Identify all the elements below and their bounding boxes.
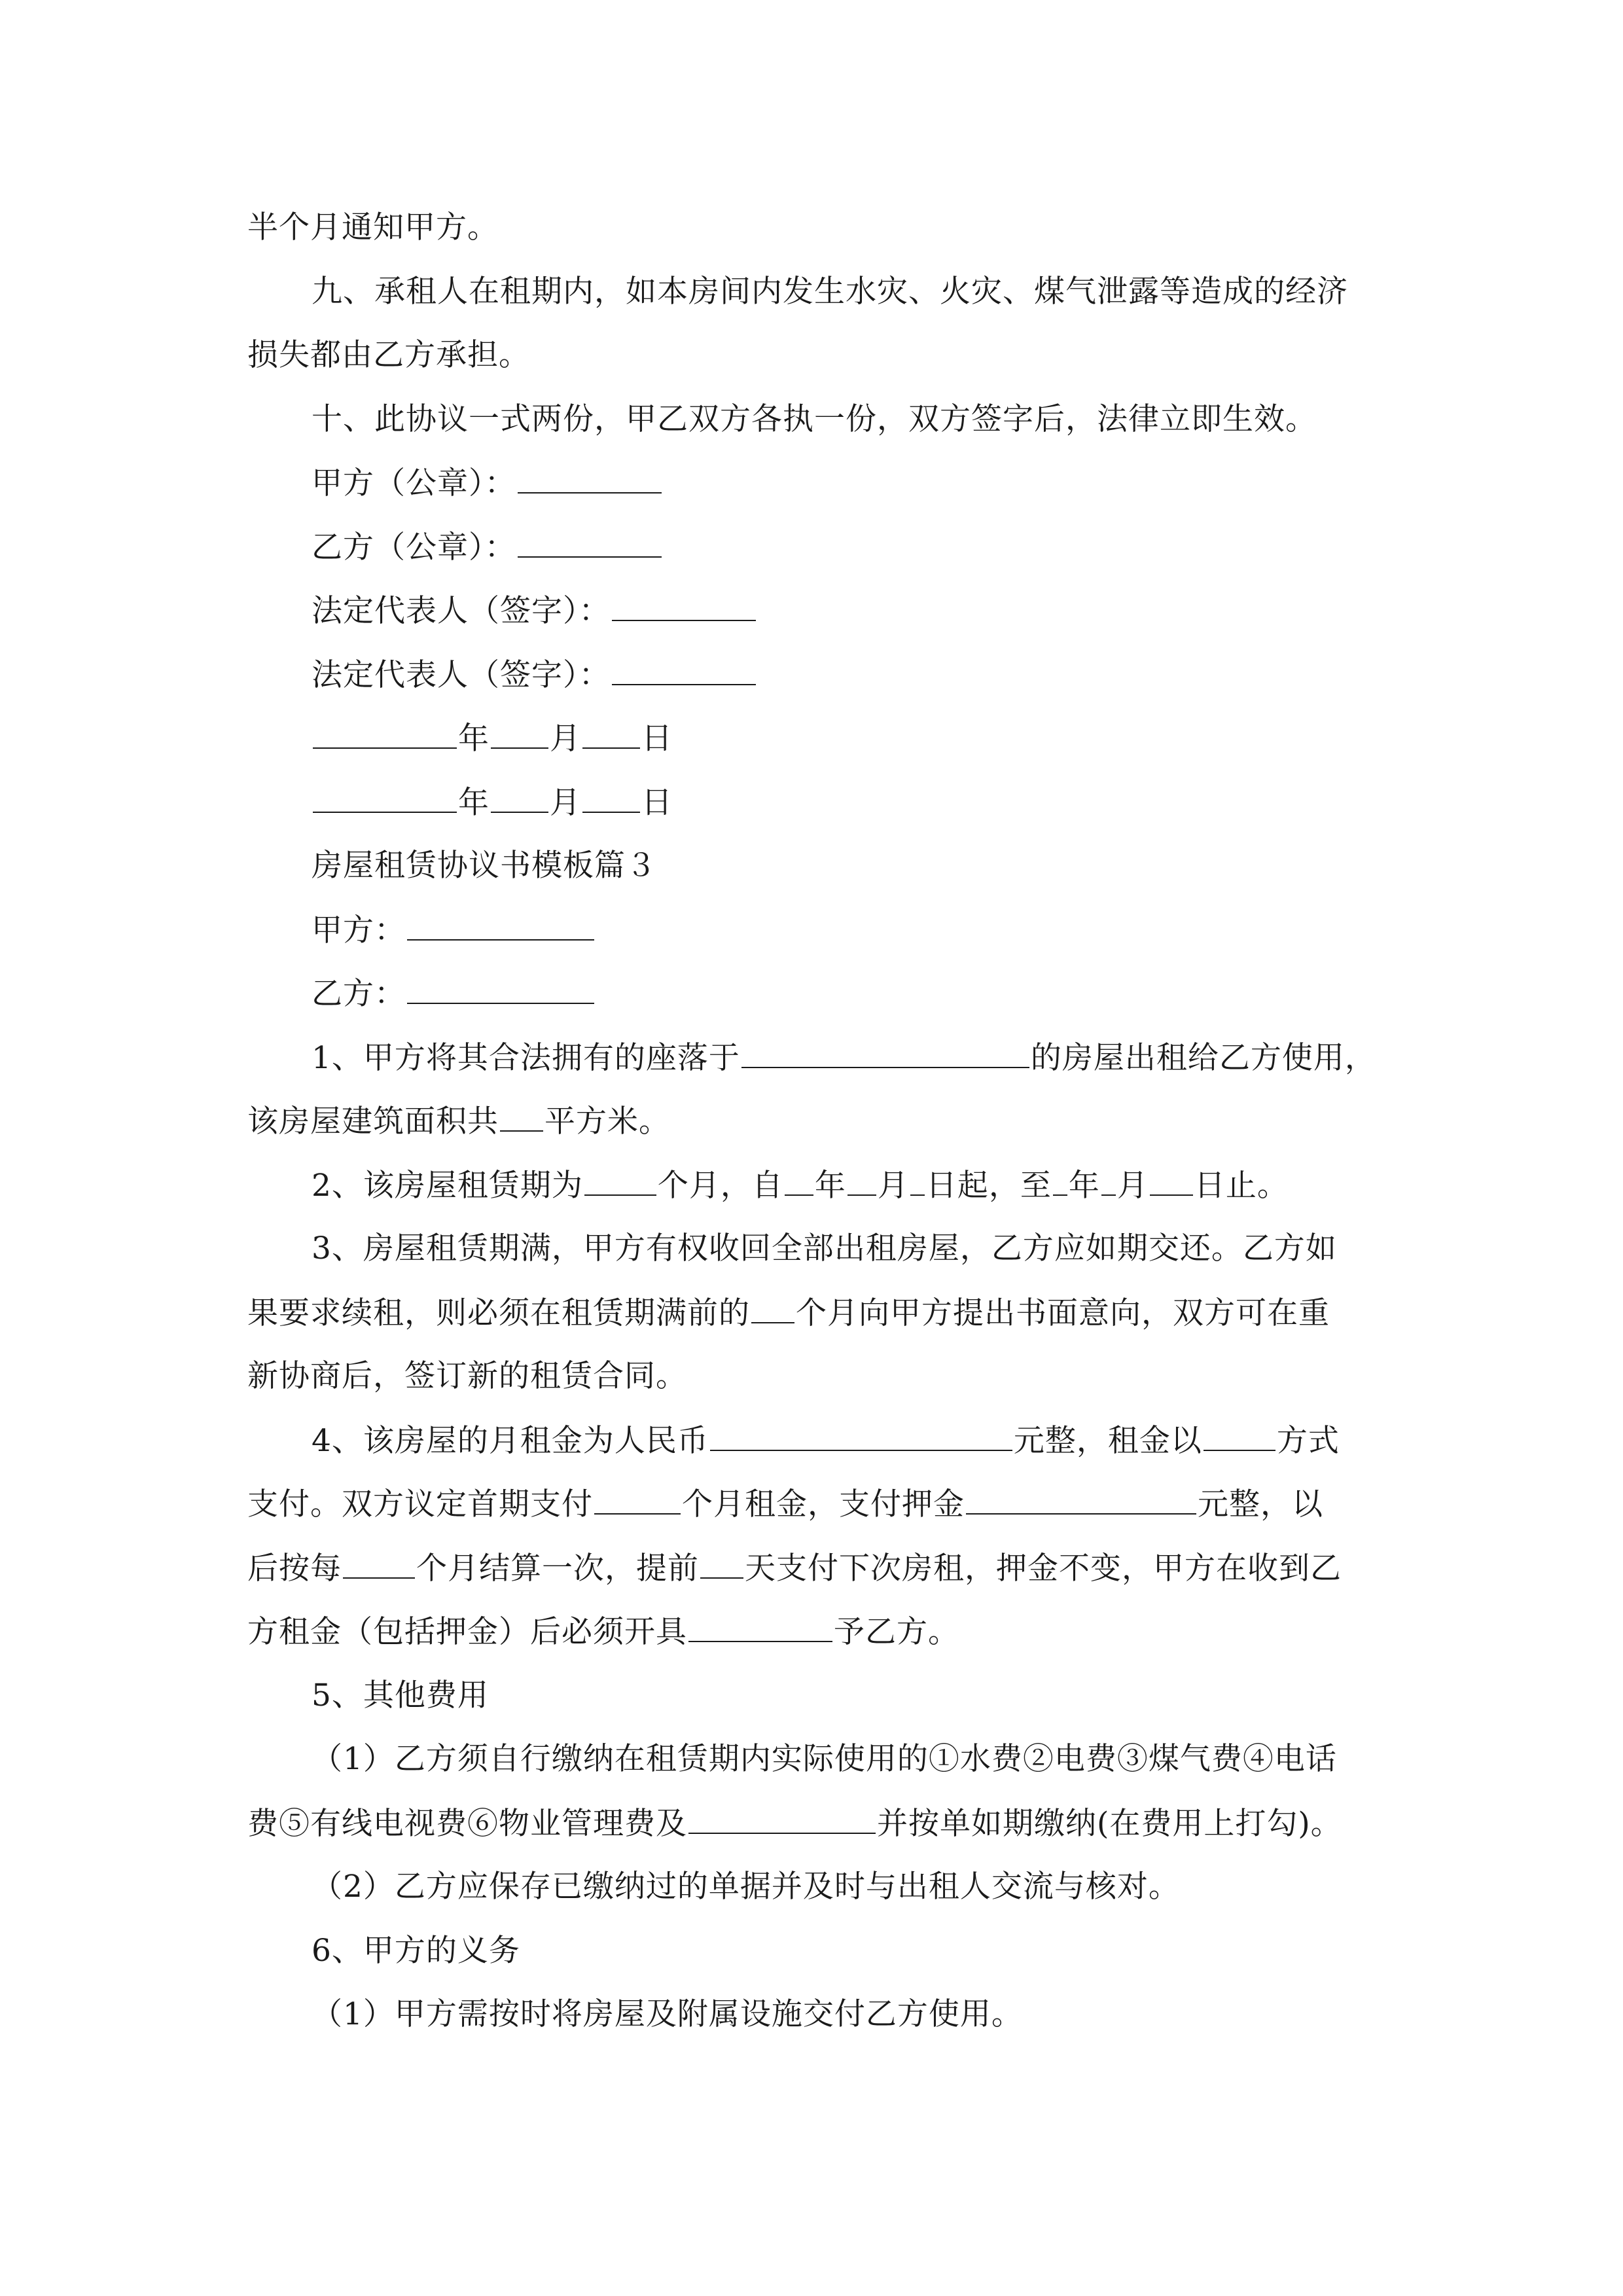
text-segment: 月 xyxy=(877,1168,909,1204)
text-line xyxy=(247,1293,1330,1333)
text-line xyxy=(312,528,663,567)
text-line xyxy=(312,591,757,631)
text-line xyxy=(312,1867,1180,1907)
text-line xyxy=(247,1804,1342,1844)
text-segment: 日 xyxy=(641,785,673,821)
text-segment: 新协商后，签订新的租赁合同。 xyxy=(247,1358,687,1394)
fill-in-blank[interactable] xyxy=(910,1166,925,1196)
fill-in-blank[interactable] xyxy=(1101,1166,1116,1196)
fill-in-blank[interactable] xyxy=(582,783,640,813)
text-segment: 半个月通知甲方。 xyxy=(247,209,499,245)
text-segment: 支付。双方议定首期支付 xyxy=(247,1486,593,1522)
text-segment: 九、承租人在租期内，如本房间内发生水灾、火灾、煤气泄露等造成的经济 xyxy=(312,274,1348,310)
fill-in-blank[interactable] xyxy=(847,1166,876,1196)
text-segment: 日止。 xyxy=(1194,1168,1289,1204)
text-segment: 并按单如期缴纳(在费用上打勾)。 xyxy=(877,1806,1342,1842)
fill-in-blank[interactable] xyxy=(491,783,548,813)
text-line xyxy=(312,1676,489,1715)
text-segment: 元整，租金以 xyxy=(1013,1423,1202,1459)
text-segment: （1）甲方需按时将房屋及附属设施交付乙方使用。 xyxy=(312,1996,1023,2032)
text-line xyxy=(247,1484,1323,1524)
text-segment: 的房屋出租给乙方使用， xyxy=(1030,1040,1376,1076)
text-line xyxy=(312,846,657,886)
text-segment: 乙方（公章）： xyxy=(312,529,516,565)
fill-in-blank[interactable] xyxy=(1204,1421,1275,1451)
text-segment: 损失都由乙方承担。 xyxy=(247,337,530,373)
text-segment: 法定代表人（签字）： xyxy=(312,593,611,629)
text-line xyxy=(312,1995,1023,2034)
text-segment: 甲方： xyxy=(312,912,406,948)
text-line xyxy=(312,783,673,823)
text-line xyxy=(312,272,1348,312)
text-line xyxy=(312,1931,520,1971)
fill-in-blank[interactable] xyxy=(343,1549,415,1579)
fill-in-blank[interactable] xyxy=(500,1102,543,1132)
text-segment: 年 xyxy=(458,785,490,821)
text-segment: 年 xyxy=(458,721,490,757)
text-segment: 月 xyxy=(550,785,581,821)
fill-in-blank[interactable] xyxy=(407,910,594,941)
fill-in-blank[interactable] xyxy=(1053,1166,1067,1196)
text-line xyxy=(247,1102,670,1141)
text-segment: 月 xyxy=(550,721,581,757)
fill-in-blank[interactable] xyxy=(594,1484,681,1515)
text-segment: 予乙方。 xyxy=(834,1614,959,1650)
text-line xyxy=(312,400,1317,439)
text-segment: （2）乙方应保存已缴纳过的单据并及时与出租人交流与核对。 xyxy=(312,1869,1180,1905)
text-segment: 4、该房屋的月租金为人民币 xyxy=(312,1423,709,1459)
text-line xyxy=(312,1038,1376,1078)
text-segment: 天支付下次房租，押金不变，甲方在收到乙 xyxy=(745,1551,1342,1587)
text-segment: 年 xyxy=(1068,1168,1100,1204)
text-line xyxy=(247,1357,687,1396)
text-segment: （1）乙方须自行缴纳在租赁期内实际使用的①水费②电费③煤气费④电话 xyxy=(312,1741,1337,1777)
text-segment: 该房屋建筑面积共 xyxy=(247,1103,499,1139)
fill-in-blank[interactable] xyxy=(491,719,548,749)
fill-in-blank[interactable] xyxy=(688,1612,832,1642)
text-segment: 果要求续租，则必须在租赁期满前的 xyxy=(247,1295,750,1331)
text-segment: 个月，自 xyxy=(657,1168,783,1204)
fill-in-blank[interactable] xyxy=(612,655,756,685)
text-line xyxy=(312,463,663,503)
fill-in-blank[interactable] xyxy=(710,1421,1012,1451)
text-line xyxy=(312,655,757,695)
fill-in-blank[interactable] xyxy=(785,1166,813,1196)
text-segment: 法定代表人（签字）： xyxy=(312,657,611,693)
text-segment: 平方米。 xyxy=(544,1103,670,1139)
text-segment: 1、甲方将其合法拥有的座落于 xyxy=(312,1040,740,1076)
fill-in-blank[interactable] xyxy=(582,719,640,749)
text-segment: 房屋租赁协议书模板篇３ xyxy=(312,848,657,884)
text-segment: 日 xyxy=(641,721,673,757)
text-segment: 个月租金，支付押金 xyxy=(682,1486,965,1522)
text-segment: 年 xyxy=(814,1168,846,1204)
text-line xyxy=(312,974,596,1014)
text-line xyxy=(312,1740,1337,1779)
text-line xyxy=(247,208,499,247)
text-segment: 5、其他费用 xyxy=(312,1677,489,1713)
fill-in-blank[interactable] xyxy=(688,1804,876,1834)
fill-in-blank[interactable] xyxy=(751,1293,794,1323)
text-segment: 乙方： xyxy=(312,976,406,1012)
text-segment: 后按每 xyxy=(247,1551,342,1587)
fill-in-blank[interactable] xyxy=(313,719,457,749)
fill-in-blank[interactable] xyxy=(584,1166,656,1196)
fill-in-blank[interactable] xyxy=(1150,1166,1193,1196)
text-line xyxy=(312,1229,1337,1268)
text-line xyxy=(247,1612,959,1652)
text-segment: 3、房屋租赁期满，甲方有权收回全部出租房屋，乙方应如期交还。乙方如 xyxy=(312,1230,1337,1266)
text-segment: 个月结算一次，提前 xyxy=(416,1551,699,1587)
text-line xyxy=(312,910,596,950)
fill-in-blank[interactable] xyxy=(966,1484,1196,1515)
text-line xyxy=(312,1421,1340,1461)
text-segment: 费⑤有线电视费⑥物业管理费及 xyxy=(247,1806,687,1842)
text-line xyxy=(312,1166,1289,1206)
fill-in-blank[interactable] xyxy=(407,974,594,1004)
text-line xyxy=(247,336,530,375)
text-segment: 6、甲方的义务 xyxy=(312,1933,520,1969)
text-segment: 月 xyxy=(1116,1168,1149,1204)
text-segment: 元整，以 xyxy=(1198,1486,1323,1522)
text-segment: 甲方（公章）： xyxy=(312,465,516,501)
text-line xyxy=(312,719,673,759)
text-line xyxy=(247,1549,1342,1588)
fill-in-blank[interactable] xyxy=(518,463,662,493)
fill-in-blank[interactable] xyxy=(518,528,662,558)
fill-in-blank[interactable] xyxy=(313,783,457,813)
fill-in-blank[interactable] xyxy=(612,591,756,621)
text-segment: 2、该房屋租赁期为 xyxy=(312,1168,583,1204)
text-segment: 方租金（包括押金）后必须开具 xyxy=(247,1614,687,1650)
text-segment: 日起，至 xyxy=(925,1168,1052,1204)
text-segment: 十、此协议一式两份，甲乙双方各执一份，双方签字后，法律立即生效。 xyxy=(312,401,1317,437)
text-segment: 方式 xyxy=(1276,1423,1340,1459)
fill-in-blank[interactable] xyxy=(741,1038,1029,1068)
fill-in-blank[interactable] xyxy=(700,1549,743,1579)
text-segment: 个月向甲方提出书面意向，双方可在重 xyxy=(796,1295,1330,1331)
